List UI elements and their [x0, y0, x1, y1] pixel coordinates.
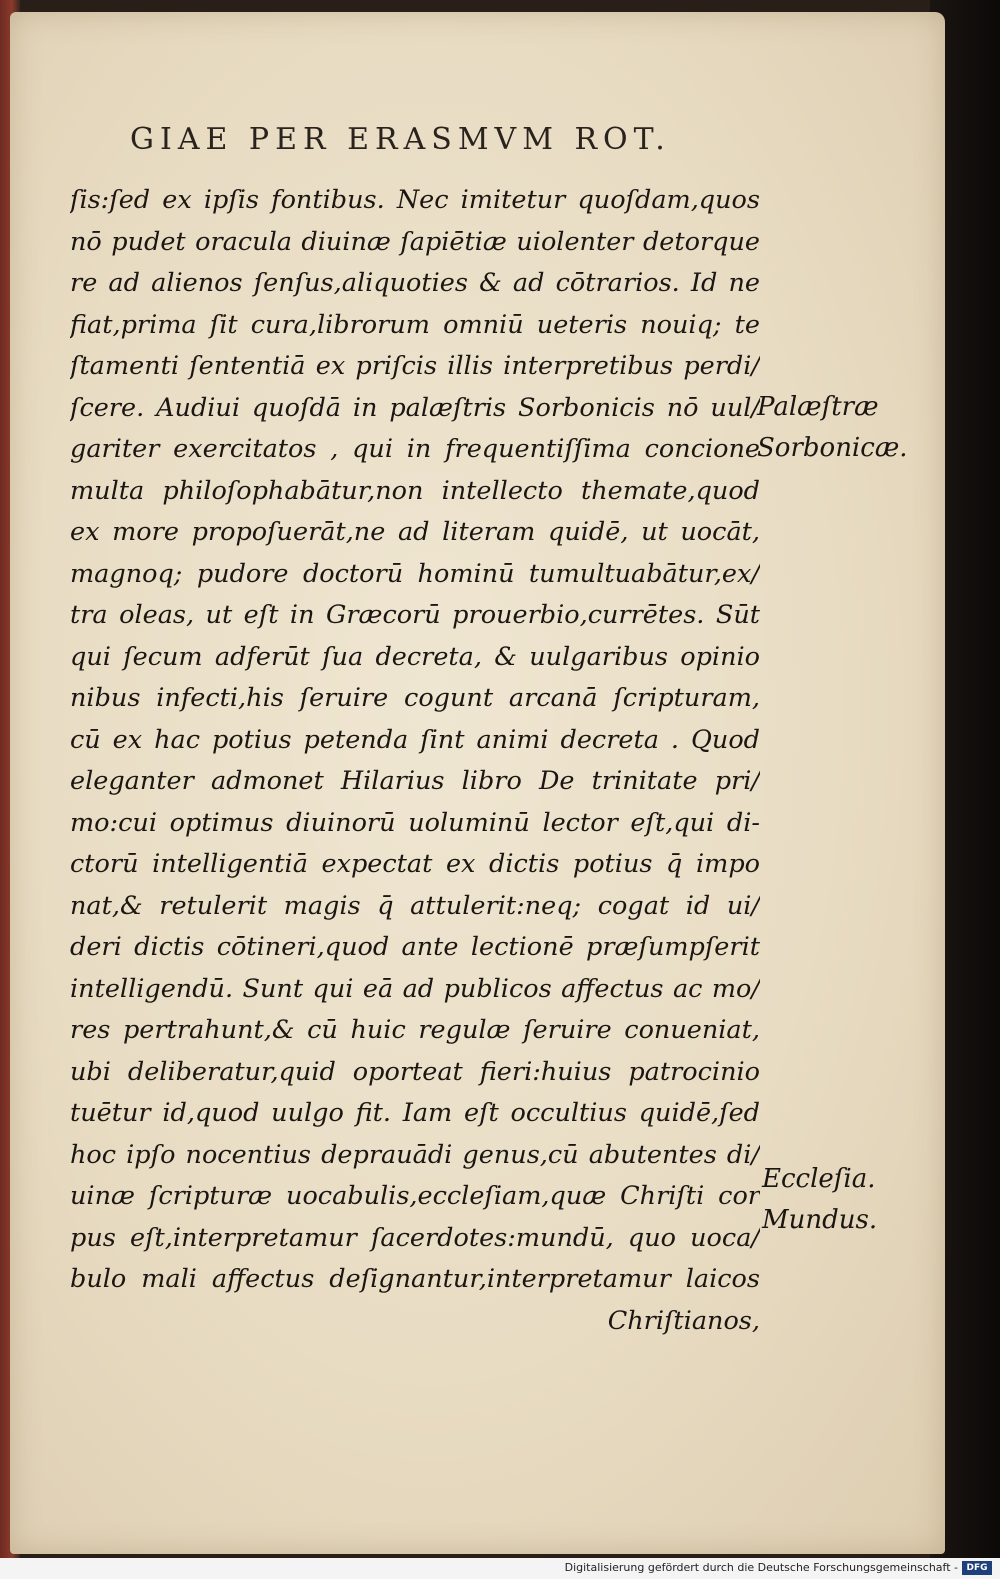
text-line: hoc ipſo nocentius deprauādi genus,cū abutentes di/ [70, 1139, 760, 1170]
running-head: GIAE PER ERASMVM ROT. [130, 122, 671, 157]
dfg-logo: DFG [962, 1561, 992, 1575]
text-line: res pertrahunt,& cū huic regulæ ſeruire conueniat, [70, 1015, 760, 1045]
margin-note-palaestrae: Palæſtræ [757, 392, 879, 422]
text-line: bulo mali affectus deſignantur,interpretamur laicos [70, 1264, 760, 1294]
funding-credit: Digitalisierung gefördert durch die Deutsche Forschungsgemeinschaft - [564, 1561, 958, 1574]
margin-note-sorbonicae: Sorbonicæ. [757, 433, 908, 463]
text-line: qui ſecum adferūt ſua decreta, & uulgaribus opinio [70, 641, 760, 672]
text-line: nō pudet oracula diuinæ ſapiētiæ uiolenter detorque [70, 226, 760, 257]
text-line: tra oleas, ut eſt in Græcorū prouerbio,currētes. Sūt [70, 600, 760, 630]
margin-note-ecclesia: Eccleſia. [762, 1164, 876, 1194]
text-line: deri dictis cōtineri,quod ante lectionē præſumpſerit [70, 932, 760, 962]
text-line: ubi deliberatur,quid oporteat fieri:huius patrocinio [70, 1056, 760, 1087]
text-line: ſtamenti ſententiā ex priſcis illis interpretibus perdi/ [70, 351, 760, 381]
text-line: uinæ ſcripturæ uocabulis,eccleſiam,quæ Chriſti cor [70, 1181, 760, 1211]
text-line: eleganter admonet Hilarius libro De trinitate pri/ [70, 766, 760, 796]
text-line: mo:cui optimus diuinorū uoluminū lector eſt,qui di- [70, 807, 760, 838]
text-line: re ad alienos ſenſus,aliquoties & ad cōtrarios. Id ne [70, 268, 760, 298]
footer-bar [0, 1558, 1000, 1579]
text-line: ctorū intelligentiā expectat ex dictis potius q̄ impo [70, 849, 760, 879]
text-line: pus eſt,interpretamur ſacerdotes:mundū, quo uoca/ [70, 1222, 760, 1253]
text-line: multa philoſophabātur,non intellecto themate,quod [70, 475, 760, 506]
text-line: nat,& retulerit magis q̄ attulerit:neq; cogat id ui/ [70, 890, 760, 921]
text-line: intelligendū. Sunt qui eā ad publicos affectus ac mo/ [70, 973, 760, 1004]
text-line-final: Chriſtianos, [607, 1305, 760, 1336]
text-line: cū ex hac potius petenda ſint animi decreta . Quod [70, 724, 760, 755]
text-line: magnoq; pudore doctorū hominū tumultuabātur,ex/ [70, 558, 760, 589]
text-line: gariter exercitatos , qui in frequentiſſima concione [70, 434, 760, 464]
margin-note-mundus: Mundus. [762, 1205, 878, 1235]
body-text [70, 180, 760, 1342]
text-line: ſcere. Audiui quoſdā in palæſtris Sorbonicis nō uul/ [70, 392, 760, 423]
text-line: fiat,prima ſit cura,librorum omniū ueteris nouiq; te [70, 309, 760, 340]
text-line: tuētur id,quod uulgo fit. Iam eſt occultius quidē,ſed [70, 1098, 760, 1128]
text-line: ex more propoſuerāt,ne ad literam quidē, ut uocāt, [70, 517, 760, 547]
text-line: ſis:ſed ex ipſis fontibus. Nec imitetur quoſdam,quos [70, 185, 760, 215]
text-line: nibus infecti,his ſeruire cogunt arcanā ſcripturam, [70, 683, 760, 713]
